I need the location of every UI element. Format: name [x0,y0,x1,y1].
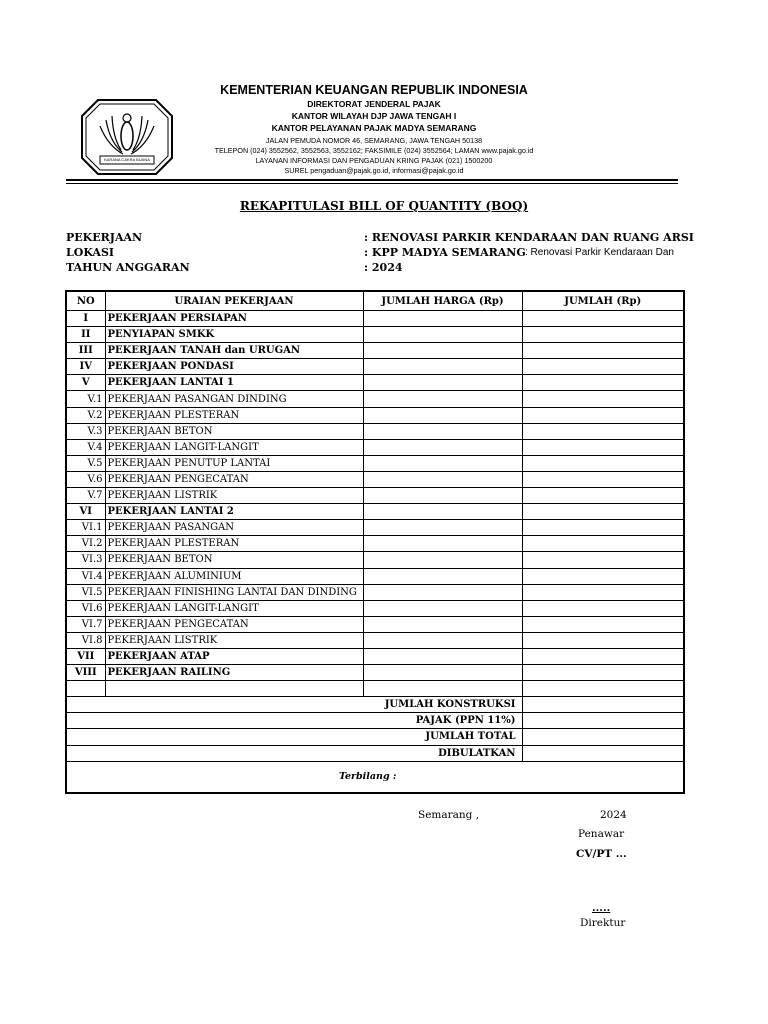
table-row [66,504,684,520]
row-jumlah-harga [363,359,522,375]
boq-table [65,290,685,794]
table-row [66,423,684,439]
row-uraian: PEKERJAAN TANAH dan URUGAN [105,343,363,359]
lokasi-extra-text: : Renovasi Parkir Kendaraan Dan [525,247,674,258]
row-jumlah [522,471,684,487]
signature-company: CV/PT ... [576,848,627,860]
summary-label: JUMLAH TOTAL [66,729,522,745]
row-no: VI.4 [66,568,105,584]
signature-year: 2024 [600,809,627,821]
table-row [66,343,684,359]
pekerjaan-value: : RENOVASI PARKIR KENDARAAN DAN RUANG ARSI [364,231,694,244]
row-jumlah [522,311,684,327]
row-uraian: PENYIAPAN SMKK [105,327,363,343]
regional-office-name: KANTOR WILAYAH DJP JAWA TENGAH I [291,111,457,121]
table-row [66,327,684,343]
table-row [66,665,684,681]
row-no: VI.8 [66,632,105,648]
header-uraian: URAIAN PEKERJAAN [105,291,363,311]
row-no: V.5 [66,455,105,471]
table-row [66,488,684,504]
row-uraian: PEKERJAAN PLESTERAN [105,536,363,552]
table-row [66,600,684,616]
row-uraian: PEKERJAAN ALUMINIUM [105,568,363,584]
row-no: V.4 [66,439,105,455]
row-jumlah [522,520,684,536]
row-no: V.1 [66,391,105,407]
row-no: VIII [66,665,105,681]
row-jumlah [522,648,684,664]
signature-name: ..... [592,902,611,914]
table-header-row [66,291,684,311]
summary-value [522,713,684,729]
table-row [66,568,684,584]
header-jumlah-harga: JUMLAH HARGA (Rp) [363,291,522,311]
office-service-info: LAYANAN INFORMASI DAN PENGADUAN KRING PAJAK (021) 1500200 [255,156,493,165]
row-jumlah-harga [363,520,522,536]
table-row [66,311,684,327]
row-jumlah-harga [363,311,522,327]
summary-label: DIBULATKAN [66,745,522,761]
table-row [66,375,684,391]
row-uraian: PEKERJAAN RAILING [105,665,363,681]
tahun-anggaran-label: TAHUN ANGGARAN [66,261,190,274]
row-uraian: PEKERJAAN BETON [105,552,363,568]
row-jumlah [522,616,684,632]
row-no: VI.1 [66,520,105,536]
table-row [66,471,684,487]
row-jumlah [522,343,684,359]
row-no: VI.5 [66,584,105,600]
row-uraian: PEKERJAAN BETON [105,423,363,439]
tahun-anggaran-value: : 2024 [364,261,403,274]
row-jumlah [522,665,684,681]
table-row [66,520,684,536]
row-jumlah-harga [363,471,522,487]
signature-penawar: Penawar [578,828,625,840]
row-uraian: PEKERJAAN PENUTUP LANTAI [105,455,363,471]
row-jumlah-harga [363,423,522,439]
row-no: V.2 [66,407,105,423]
header-no: NO [66,291,105,311]
pekerjaan-label: PEKERJAAN [66,231,143,244]
row-jumlah [522,327,684,343]
row-jumlah-harga [363,375,522,391]
row-jumlah [522,568,684,584]
kemenkeu-emblem-icon [78,96,176,178]
row-jumlah [522,455,684,471]
row-jumlah [522,504,684,520]
row-jumlah [522,632,684,648]
table-body [66,311,684,697]
row-jumlah-harga [363,681,522,697]
row-uraian [105,681,363,697]
table-row [66,681,684,697]
row-jumlah [522,584,684,600]
signature-position: Direktur [580,917,626,929]
summary-value [522,697,684,713]
office-phone: TELEPON (024) 3552562, 3552563, 3552162; FAKSIMILE (024) 3552564; LAMAN www.pajak.go.id [214,146,534,155]
row-uraian: PEKERJAAN LISTRIK [105,488,363,504]
row-uraian: PEKERJAAN LANTAI 1 [105,375,363,391]
row-jumlah [522,681,684,697]
table-row [66,391,684,407]
row-jumlah-harga [363,536,522,552]
row-jumlah-harga [363,552,522,568]
row-no: VI.2 [66,536,105,552]
row-uraian: PEKERJAAN LANTAI 2 [105,504,363,520]
summary-row [66,729,684,745]
table-row [66,359,684,375]
lokasi-value: : KPP MADYA SEMARANG [364,246,526,259]
row-jumlah-harga [363,648,522,664]
letterhead-divider-thin [66,183,678,184]
row-uraian: PEKERJAAN ATAP [105,648,363,664]
row-no: V.7 [66,488,105,504]
table-row [66,552,684,568]
office-email: SUREL pengaduan@pajak.go.id, informasi@pajak.go.id [284,166,464,175]
row-jumlah-harga [363,391,522,407]
row-jumlah [522,439,684,455]
row-jumlah [522,375,684,391]
boq-table-container [65,290,683,794]
row-no [66,681,105,697]
summary-row [66,713,684,729]
table-row [66,439,684,455]
row-uraian: PEKERJAAN PLESTERAN [105,407,363,423]
row-jumlah-harga [363,665,522,681]
row-no: V.3 [66,423,105,439]
row-jumlah [522,600,684,616]
row-jumlah-harga [363,343,522,359]
row-no: VI [66,504,105,520]
row-uraian: PEKERJAAN PASANGAN [105,520,363,536]
header-jumlah: JUMLAH (Rp) [522,291,684,311]
row-uraian: PEKERJAAN PONDASI [105,359,363,375]
row-jumlah-harga [363,439,522,455]
table-row [66,632,684,648]
directorate-name: DIREKTORAT JENDERAL PAJAK [307,99,441,109]
summary-value [522,745,684,761]
summary-label: PAJAK (PPN 11%) [66,713,522,729]
summary-row [66,745,684,761]
office-address: JALAN PEMUDA NOMOR 46, SEMARANG, JAWA TENGAH 50138 [265,136,483,145]
row-jumlah [522,407,684,423]
row-no: V [66,375,105,391]
row-no: VI.6 [66,600,105,616]
row-jumlah-harga [363,568,522,584]
row-jumlah-harga [363,327,522,343]
tax-office-name: KANTOR PELAYANAN PAJAK MADYA SEMARANG [271,123,477,133]
letterhead-divider [66,179,678,181]
document-title: REKAPITULASI BILL OF QUANTITY (BOQ) [239,199,529,213]
row-uraian: PEKERJAAN PASANGAN DINDING [105,391,363,407]
row-jumlah [522,488,684,504]
summary-value [522,729,684,745]
table-row [66,536,684,552]
row-jumlah [522,359,684,375]
row-uraian: PEKERJAAN PENGECATAN [105,471,363,487]
row-jumlah-harga [363,504,522,520]
table-row [66,616,684,632]
terbilang-row [66,761,684,793]
row-no: III [66,343,105,359]
ministry-title: KEMENTERIAN KEUANGAN REPUBLIK INDONESIA [220,83,528,97]
row-jumlah [522,536,684,552]
row-jumlah-harga [363,455,522,471]
row-no: II [66,327,105,343]
row-jumlah-harga [363,616,522,632]
row-uraian: PEKERJAAN PENGECATAN [105,616,363,632]
table-row [66,584,684,600]
row-uraian: PEKERJAAN LANGIT-LANGIT [105,600,363,616]
row-no: VII [66,648,105,664]
summary-row [66,697,684,713]
row-uraian: PEKERJAAN LISTRIK [105,632,363,648]
row-jumlah [522,552,684,568]
terbilang-label: Terbilang : [66,761,684,793]
row-uraian: PEKERJAAN PERSIAPAN [105,311,363,327]
row-no: VI.3 [66,552,105,568]
table-row [66,648,684,664]
lokasi-label: LOKASI [66,246,115,259]
row-jumlah [522,423,684,439]
row-jumlah-harga [363,488,522,504]
row-jumlah-harga [363,600,522,616]
logo-motto: KARANA CAKRA BUANA [104,157,150,162]
row-no: V.6 [66,471,105,487]
table-row [66,407,684,423]
table-row [66,455,684,471]
row-uraian: PEKERJAAN FINISHING LANTAI DAN DINDING [105,584,363,600]
row-no: VI.7 [66,616,105,632]
table-summary [66,697,684,793]
row-jumlah [522,391,684,407]
row-no: IV [66,359,105,375]
summary-label: JUMLAH KONSTRUKSI [66,697,522,713]
row-uraian: PEKERJAAN LANGIT-LANGIT [105,439,363,455]
signature-city: Semarang , [418,809,480,821]
row-no: I [66,311,105,327]
row-jumlah-harga [363,632,522,648]
row-jumlah-harga [363,584,522,600]
row-jumlah-harga [363,407,522,423]
